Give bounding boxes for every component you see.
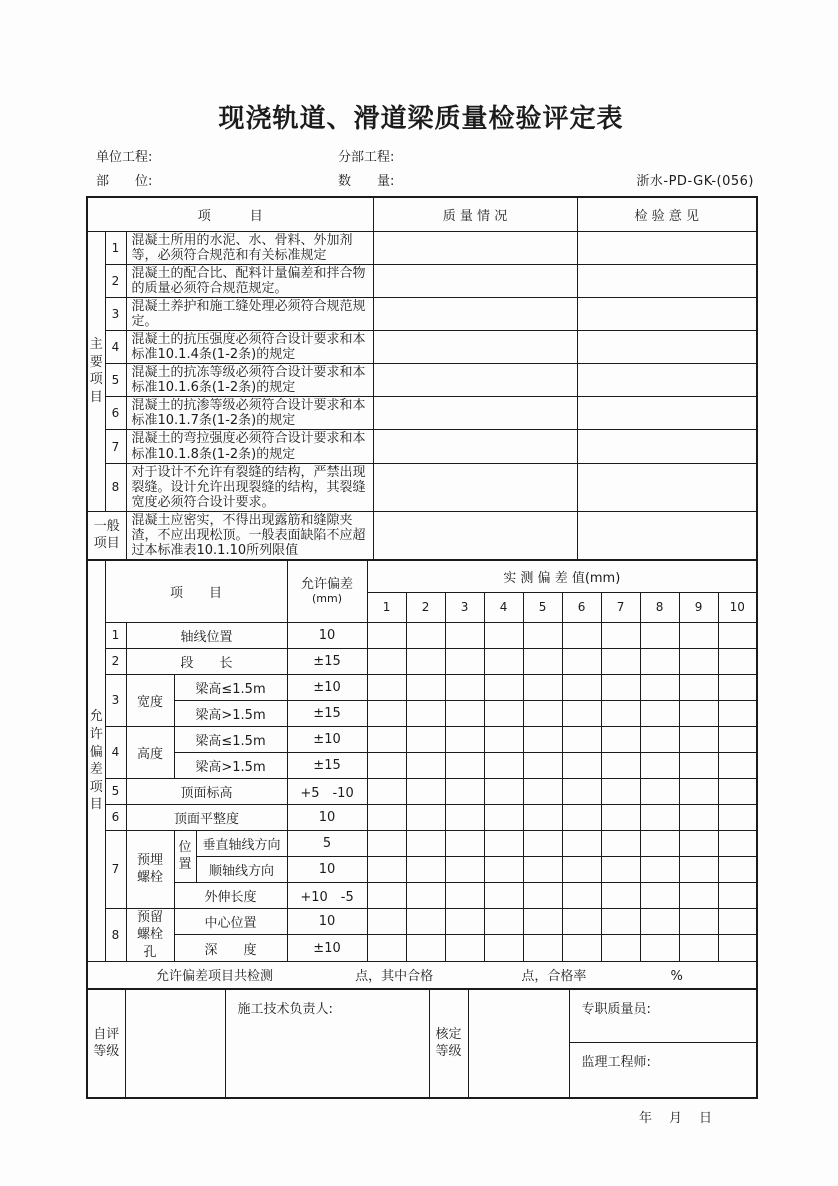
- measured-value-cell[interactable]: [679, 882, 718, 908]
- measured-value-cell[interactable]: [640, 726, 679, 752]
- measured-value-cell[interactable]: [601, 648, 640, 674]
- item-category: 预留螺栓孔: [126, 908, 174, 962]
- item-description: 混凝土的弯拉强度必须符合设计要求和本标准10.1.8条(1-2条)的规定: [126, 430, 373, 463]
- measured-value-cell[interactable]: [523, 726, 562, 752]
- measured-value-cell[interactable]: [367, 674, 406, 700]
- measured-value-cell[interactable]: [640, 908, 679, 935]
- measured-value-cell[interactable]: [640, 778, 679, 804]
- measured-value-cell[interactable]: [445, 648, 484, 674]
- inspection-opinion-cell[interactable]: [577, 231, 757, 264]
- deviation-header-row-1: [87, 560, 757, 592]
- supervisor-label: 监理工程师:: [581, 1055, 651, 1071]
- item-description: 混凝土的抗压强度必须符合设计要求和本标准10.1.4条(1-2条)的规定: [126, 330, 373, 363]
- measured-value-cell[interactable]: [718, 856, 757, 882]
- table-row: [87, 463, 757, 511]
- summary-line: [87, 962, 757, 989]
- tolerance-value: +10 -5: [287, 882, 367, 908]
- measured-value-cell[interactable]: [679, 648, 718, 674]
- table-row: [87, 264, 757, 297]
- row-number: 3: [105, 297, 126, 330]
- row-number: 2: [105, 264, 126, 297]
- measured-value-cell[interactable]: [484, 726, 523, 752]
- item-category: 宽度: [126, 674, 174, 726]
- measured-col-number: 10: [718, 592, 757, 622]
- item-name: 梁高>1.5m: [174, 700, 287, 726]
- measured-col-number: 3: [445, 592, 484, 622]
- item-name: 梁高>1.5m: [174, 752, 287, 778]
- measured-value-cell[interactable]: [445, 882, 484, 908]
- deviation-row: [87, 830, 757, 856]
- general-items-row: [87, 511, 757, 560]
- table-row: [87, 231, 757, 264]
- measured-value-cell[interactable]: [406, 804, 445, 830]
- deviation-row: [87, 908, 757, 935]
- measured-value-cell[interactable]: [523, 622, 562, 648]
- measured-value-cell[interactable]: [679, 908, 718, 935]
- measured-value-cell[interactable]: [445, 752, 484, 778]
- inspection-opinion-cell[interactable]: [577, 397, 757, 430]
- item-description: 混凝土的配合比、配料计量偏差和拌合物的质量必须符合规范规定。: [126, 264, 373, 297]
- tolerance-header-text: 允许偏差: [301, 577, 354, 593]
- deviation-row: [87, 726, 757, 752]
- supervisor-signature-cell[interactable]: [569, 1043, 757, 1098]
- item-name: 梁高≤1.5m: [174, 726, 287, 752]
- measured-value-cell[interactable]: [523, 778, 562, 804]
- inspection-opinion-cell[interactable]: [577, 430, 757, 463]
- item-description: 混凝土养护和施工缝处理必须符合规范规定。: [126, 297, 373, 330]
- measured-value-cell[interactable]: [484, 648, 523, 674]
- inspection-opinion-cell[interactable]: [577, 297, 757, 330]
- measured-value-cell[interactable]: [640, 882, 679, 908]
- item-name: 段 长: [126, 648, 287, 674]
- measured-value-cell[interactable]: [406, 648, 445, 674]
- table-row: [87, 430, 757, 463]
- tolerance-value: 5: [287, 830, 367, 856]
- measured-value-cell[interactable]: [562, 726, 601, 752]
- measured-value-cell[interactable]: [367, 804, 406, 830]
- tech-lead-label: 施工技术负责人:: [237, 1001, 333, 1017]
- quality-items-table: [86, 196, 758, 561]
- measured-value-cell[interactable]: [523, 674, 562, 700]
- measured-value-cell[interactable]: [718, 674, 757, 700]
- item-description: 混凝土的抗冻等级必须符合设计要求和本标准10.1.6条(1-2条)的规定: [126, 364, 373, 397]
- measured-value-cell[interactable]: [445, 830, 484, 856]
- measured-value-cell[interactable]: [718, 778, 757, 804]
- row-number: 7: [105, 430, 126, 463]
- item-name: 顺轴线方向: [196, 856, 287, 882]
- quality-status-cell[interactable]: [373, 297, 577, 330]
- page-title: 现浇轨道、滑道梁质量检验评定表: [218, 104, 624, 134]
- measured-value-cell[interactable]: [367, 752, 406, 778]
- measured-value-cell[interactable]: [718, 882, 757, 908]
- measured-value-cell[interactable]: [562, 674, 601, 700]
- measured-value-cell[interactable]: [640, 648, 679, 674]
- measured-value-cell[interactable]: [445, 935, 484, 962]
- measured-value-cell[interactable]: [718, 700, 757, 726]
- quality-officer-label: 专职质量员:: [581, 1001, 651, 1017]
- measured-value-cell[interactable]: [523, 882, 562, 908]
- inspection-opinion-cell[interactable]: [577, 264, 757, 297]
- measured-col-number: 9: [679, 592, 718, 622]
- deviation-row: [87, 752, 757, 778]
- item-description: 对于设计不允许有裂缝的结构，严禁出现裂缝。设计允许出现裂缝的结构，其裂缝宽度必须符合设计要求。: [126, 463, 373, 511]
- verify-grade-cell[interactable]: [468, 989, 569, 1098]
- item-name: 垂直轴线方向: [196, 830, 287, 856]
- row-number: 7: [105, 830, 126, 908]
- measured-value-cell[interactable]: [523, 804, 562, 830]
- measured-value-cell[interactable]: [640, 752, 679, 778]
- tolerance-value: 10: [287, 804, 367, 830]
- tech-lead-signature-cell[interactable]: [225, 989, 429, 1098]
- measured-value-cell[interactable]: [406, 726, 445, 752]
- item-header: 项 目: [87, 197, 373, 231]
- tolerance-value: ±10: [287, 726, 367, 752]
- table-header-row: [87, 197, 757, 231]
- deviation-row: [87, 935, 757, 962]
- measured-value-cell[interactable]: [601, 935, 640, 962]
- quality-status-cell[interactable]: [373, 231, 577, 264]
- measured-value-cell[interactable]: [601, 804, 640, 830]
- measured-value-cell[interactable]: [562, 882, 601, 908]
- quality-status-cell[interactable]: [373, 364, 577, 397]
- item-description: 混凝土的抗渗等级必须符合设计要求和本标准10.1.7条(1-2条)的规定: [126, 397, 373, 430]
- deviation-items-label: 允许偏差项目: [87, 560, 105, 962]
- quality-officer-signature-cell[interactable]: [569, 989, 757, 1043]
- measured-value-cell[interactable]: [367, 856, 406, 882]
- summary-checked-label: 允许偏差项目共检测: [156, 969, 274, 985]
- row-number: 5: [105, 364, 126, 397]
- measured-value-cell[interactable]: [484, 908, 523, 935]
- measured-value-cell[interactable]: [445, 908, 484, 935]
- measured-value-cell[interactable]: [445, 622, 484, 648]
- measured-value-cell[interactable]: [367, 648, 406, 674]
- measured-col-number: 8: [640, 592, 679, 622]
- measured-col-number: 7: [601, 592, 640, 622]
- measured-value-cell[interactable]: [523, 700, 562, 726]
- measured-value-cell[interactable]: [562, 700, 601, 726]
- measured-value-cell[interactable]: [718, 935, 757, 962]
- measured-value-cell[interactable]: [679, 752, 718, 778]
- deviation-row: [87, 778, 757, 804]
- unit-project-label: 单位工程:: [96, 150, 153, 165]
- quality-status-cell[interactable]: [373, 397, 577, 430]
- tolerance-value: +5 -10: [287, 778, 367, 804]
- row-number: 5: [105, 778, 126, 804]
- quality-status-cell[interactable]: [373, 430, 577, 463]
- measured-value-cell[interactable]: [679, 778, 718, 804]
- item-name: 中心位置: [174, 908, 287, 935]
- deviation-row: [87, 804, 757, 830]
- measured-value-cell[interactable]: [484, 856, 523, 882]
- measured-value-cell[interactable]: [679, 804, 718, 830]
- table-row: [87, 397, 757, 430]
- quality-status-cell[interactable]: [373, 511, 577, 560]
- measured-value-cell[interactable]: [601, 778, 640, 804]
- measured-value-cell[interactable]: [718, 622, 757, 648]
- measured-value-cell[interactable]: [484, 778, 523, 804]
- table-row: [87, 364, 757, 397]
- inspection-opinion-cell[interactable]: [577, 330, 757, 363]
- row-number: 3: [105, 674, 126, 726]
- summary-percent-label: %: [670, 969, 683, 985]
- row-number: 8: [105, 463, 126, 511]
- measured-value-cell[interactable]: [406, 752, 445, 778]
- measured-value-cell[interactable]: [601, 856, 640, 882]
- row-number: 2: [105, 648, 126, 674]
- measured-value-cell[interactable]: [523, 908, 562, 935]
- summary-qualified-label: 点，其中合格: [355, 969, 434, 985]
- measured-value-cell[interactable]: [601, 700, 640, 726]
- item-name: 顶面平整度: [126, 804, 287, 830]
- deviation-row: [87, 700, 757, 726]
- inspection-opinion-cell[interactable]: [577, 364, 757, 397]
- measured-value-cell[interactable]: [484, 674, 523, 700]
- tolerance-value: ±15: [287, 752, 367, 778]
- measured-value-cell[interactable]: [718, 726, 757, 752]
- measured-value-cell[interactable]: [640, 830, 679, 856]
- measured-value-cell[interactable]: [601, 830, 640, 856]
- item-name: 梁高≤1.5m: [174, 674, 287, 700]
- measured-value-cell[interactable]: [406, 882, 445, 908]
- measured-value-cell[interactable]: [406, 622, 445, 648]
- measured-value-cell[interactable]: [484, 622, 523, 648]
- measured-value-cell[interactable]: [367, 726, 406, 752]
- measured-value-cell[interactable]: [367, 882, 406, 908]
- measured-value-cell[interactable]: [367, 700, 406, 726]
- quality-status-cell[interactable]: [373, 463, 577, 511]
- measured-value-cell[interactable]: [484, 752, 523, 778]
- measured-value-cell[interactable]: [679, 830, 718, 856]
- measured-value-cell[interactable]: [406, 830, 445, 856]
- measured-value-cell[interactable]: [445, 700, 484, 726]
- measured-value-cell[interactable]: [640, 700, 679, 726]
- tolerance-value: ±10: [287, 935, 367, 962]
- quality-status-cell[interactable]: [373, 330, 577, 363]
- measured-value-cell[interactable]: [679, 935, 718, 962]
- item-subcategory: 位置: [174, 830, 196, 882]
- tolerance-value: ±15: [287, 648, 367, 674]
- general-items-label: 一般项目: [87, 511, 126, 560]
- tolerance-value: ±10: [287, 674, 367, 700]
- measured-value-cell[interactable]: [562, 935, 601, 962]
- measured-value-cell[interactable]: [367, 935, 406, 962]
- quality-status-header: 质 量 情 况: [373, 197, 577, 231]
- measured-value-cell[interactable]: [562, 648, 601, 674]
- measured-value-cell[interactable]: [562, 856, 601, 882]
- measured-value-cell[interactable]: [562, 778, 601, 804]
- measured-value-cell[interactable]: [367, 908, 406, 935]
- item-header: 项 目: [105, 560, 287, 622]
- tolerance-header: [287, 560, 367, 622]
- row-number: 6: [105, 804, 126, 830]
- tolerance-unit-text: (mm): [312, 592, 343, 606]
- item-description: 混凝土应密实，不得出现露筋和缝隙夹渣，不应出现松顶。一般表面缺陷不应超过本标准表10.1.10所列限值: [126, 511, 373, 560]
- quality-status-cell[interactable]: [373, 264, 577, 297]
- measured-values-header: 实 测 偏 差 值(mm): [367, 560, 757, 592]
- summary-rate-label: 点，合格率: [521, 969, 587, 985]
- form-tables: [86, 196, 756, 1126]
- measured-value-cell[interactable]: [406, 674, 445, 700]
- signature-row-1: [87, 989, 757, 1043]
- measured-value-cell[interactable]: [406, 935, 445, 962]
- measured-col-number: 5: [523, 592, 562, 622]
- inspection-opinion-cell[interactable]: [577, 463, 757, 511]
- verify-grade-label: 核定等级: [429, 989, 468, 1098]
- measured-col-number: 1: [367, 592, 406, 622]
- measured-value-cell[interactable]: [406, 778, 445, 804]
- measured-value-cell[interactable]: [445, 674, 484, 700]
- measured-value-cell[interactable]: [601, 674, 640, 700]
- measured-value-cell[interactable]: [445, 856, 484, 882]
- measured-value-cell[interactable]: [367, 778, 406, 804]
- measured-value-cell[interactable]: [523, 935, 562, 962]
- measured-value-cell[interactable]: [601, 752, 640, 778]
- measured-value-cell[interactable]: [718, 648, 757, 674]
- measured-value-cell[interactable]: [562, 752, 601, 778]
- measured-value-cell[interactable]: [523, 856, 562, 882]
- row-number: 8: [105, 908, 126, 962]
- measured-value-cell[interactable]: [406, 700, 445, 726]
- row-number: 6: [105, 397, 126, 430]
- measured-value-cell[interactable]: [367, 622, 406, 648]
- measured-value-cell[interactable]: [679, 700, 718, 726]
- inspection-opinion-header: 检 验 意 见: [577, 197, 757, 231]
- summary-row: [87, 962, 757, 989]
- measured-col-number: 4: [484, 592, 523, 622]
- doc-code: 浙水-PD-GK-(056): [636, 174, 754, 189]
- tolerance-value: 10: [287, 622, 367, 648]
- measured-value-cell[interactable]: [406, 908, 445, 935]
- tolerance-value: ±15: [287, 700, 367, 726]
- measured-value-cell[interactable]: [679, 856, 718, 882]
- measured-value-cell[interactable]: [718, 830, 757, 856]
- inspection-opinion-cell[interactable]: [577, 511, 757, 560]
- item-category: 高度: [126, 726, 174, 778]
- measured-value-cell[interactable]: [484, 882, 523, 908]
- deviation-row: [87, 674, 757, 700]
- measured-value-cell[interactable]: [406, 856, 445, 882]
- measured-value-cell[interactable]: [562, 830, 601, 856]
- item-name: 深 度: [174, 935, 287, 962]
- row-number: 1: [105, 622, 126, 648]
- measured-value-cell[interactable]: [640, 935, 679, 962]
- table-row: [87, 297, 757, 330]
- measured-value-cell[interactable]: [718, 908, 757, 935]
- measured-value-cell[interactable]: [562, 908, 601, 935]
- measured-value-cell[interactable]: [679, 674, 718, 700]
- measured-value-cell[interactable]: [445, 804, 484, 830]
- item-name: 轴线位置: [126, 622, 287, 648]
- row-number: 1: [105, 231, 126, 264]
- measured-value-cell[interactable]: [601, 622, 640, 648]
- measured-value-cell[interactable]: [640, 804, 679, 830]
- item-description: 混凝土所用的水泥、水、骨料、外加剂等，必须符合规范和有关标准规定: [126, 231, 373, 264]
- tolerance-value: 10: [287, 856, 367, 882]
- measured-value-cell[interactable]: [601, 908, 640, 935]
- item-name: 外伸长度: [174, 882, 287, 908]
- measured-value-cell[interactable]: [679, 726, 718, 752]
- row-number: 4: [105, 726, 126, 778]
- main-items-label: 主要项目: [87, 231, 105, 511]
- measured-value-cell[interactable]: [718, 752, 757, 778]
- measured-value-cell[interactable]: [640, 622, 679, 648]
- deviation-row: [87, 648, 757, 674]
- measured-col-number: 6: [562, 592, 601, 622]
- self-grade-cell[interactable]: [125, 989, 225, 1098]
- measured-value-cell[interactable]: [484, 804, 523, 830]
- measured-value-cell[interactable]: [640, 674, 679, 700]
- sub-project-label: 分部工程:: [338, 150, 395, 165]
- measured-value-cell[interactable]: [367, 830, 406, 856]
- deviation-row: [87, 882, 757, 908]
- measured-value-cell[interactable]: [718, 804, 757, 830]
- measured-value-cell[interactable]: [523, 752, 562, 778]
- quantity-label: 数 量:: [338, 174, 395, 189]
- table-row: [87, 330, 757, 363]
- measured-value-cell[interactable]: [484, 935, 523, 962]
- tolerance-value: 10: [287, 908, 367, 935]
- measured-value-cell[interactable]: [484, 700, 523, 726]
- measured-value-cell[interactable]: [679, 622, 718, 648]
- measured-value-cell[interactable]: [445, 726, 484, 752]
- item-category: 预埋螺栓: [126, 830, 174, 908]
- date-line: 年 月 日: [638, 1110, 714, 1126]
- measured-value-cell[interactable]: [445, 778, 484, 804]
- part-label: 部 位:: [96, 174, 153, 189]
- measured-value-cell[interactable]: [523, 648, 562, 674]
- measured-value-cell[interactable]: [601, 726, 640, 752]
- deviation-table: [86, 559, 758, 990]
- measured-value-cell[interactable]: [523, 830, 562, 856]
- signature-table: [86, 988, 758, 1099]
- measured-value-cell[interactable]: [640, 856, 679, 882]
- measured-value-cell[interactable]: [484, 830, 523, 856]
- item-name: 顶面标高: [126, 778, 287, 804]
- deviation-row: [87, 622, 757, 648]
- row-number: 4: [105, 330, 126, 363]
- measured-value-cell[interactable]: [601, 882, 640, 908]
- measured-value-cell[interactable]: [562, 804, 601, 830]
- self-grade-label: 自评等级: [87, 989, 125, 1098]
- measured-col-number: 2: [406, 592, 445, 622]
- measured-value-cell[interactable]: [562, 622, 601, 648]
